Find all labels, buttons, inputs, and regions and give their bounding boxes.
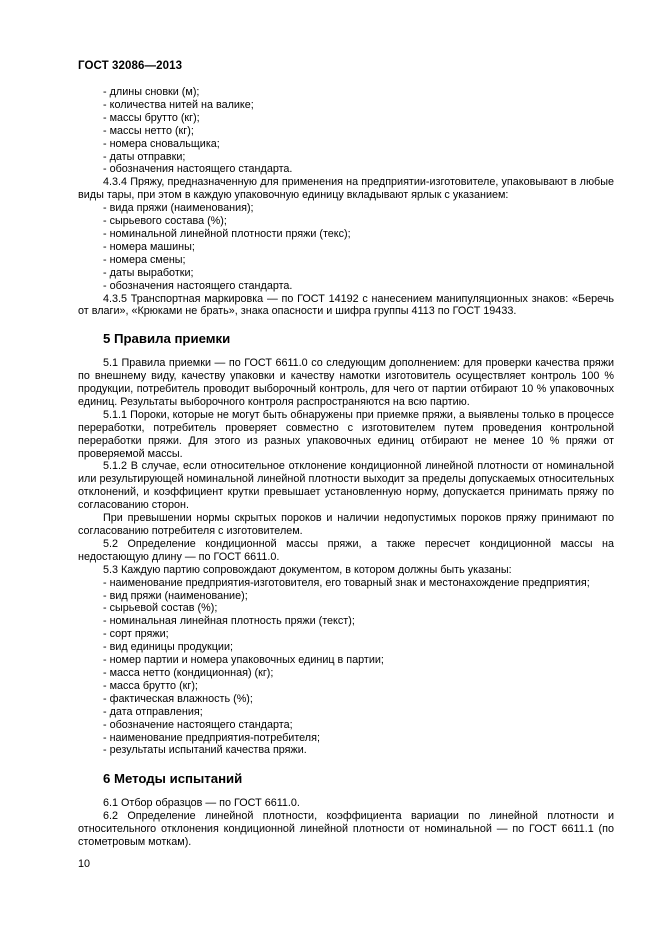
list-item: - массы брутто (кг); (103, 111, 200, 124)
paragraph-5-1-2: 5.1.2 В случае, если относительное отклонение кондиционной линейной плотности от номинальной или результирующей номинальной линейной плотности выходит за пределы допускаемых относительных отклонений, и коэффициент крутки превышает установленную норму, допускается принимать пряжу по согласованию сторон. (78, 460, 614, 512)
list-item: - массы нетто (кг); (103, 124, 194, 137)
label-list-warp (78, 86, 614, 176)
list-item: - обозначения настоящего стандарта. (103, 279, 293, 292)
list-item: - номера машины; (103, 240, 195, 253)
list-item: - сырьевого состава (%); (103, 215, 227, 228)
list-item: - количества нитей на валике; (103, 98, 254, 111)
paragraph-hidden-defects: При превышении нормы скрытых пороков и наличии недопустимых пороков пряжу принимают по согласованию потребителя с изготовителем. (78, 512, 614, 537)
list-item: - номинальная линейная плотность пряжи (текст); (103, 615, 355, 628)
label-list-yarn (78, 202, 614, 292)
list-item: - обозначение настоящего стандарта; (103, 718, 293, 731)
list-item: - вид единицы продукции; (103, 641, 233, 654)
paragraph-6-2: 6.2 Определение линейной плотности, коэффициента вариации по линейной плотности и относительного отклонения кондиционной линейной плотности от номинальной — по ГОСТ 6611.1 (по стометровым моткам). (78, 810, 614, 848)
paragraph-5-1-1: 5.1.1 Пороки, которые не могут быть обнаружены при приемке пряжи, а выявлены только в процессе переработки, потребитель проверяет совместно с изготовителем путем проведения контрольной переработки пряжи. Для этого из разных упаковочных единиц отбирают не менее 10 % пряжи от проверяемой массы. (78, 408, 614, 460)
list-item: - сорт пряжи; (103, 628, 169, 641)
paragraph-6-1: 6.1 Отбор образцов — по ГОСТ 6611.0. (103, 797, 300, 810)
list-item: - номинальной линейной плотности пряжи (текс); (103, 227, 351, 240)
list-item: - номера сновальщика; (103, 137, 220, 150)
list-item: - номер партии и номера упаковочных единиц в партии; (103, 654, 384, 667)
list-item: - дата отправления; (103, 705, 203, 718)
list-item: - даты отправки; (103, 150, 186, 163)
section-5-heading: 5 Правила приемки (103, 331, 231, 347)
list-item: - обозначения настоящего стандарта. (103, 163, 293, 176)
document-requirements-list (78, 577, 614, 758)
list-item: - масса нетто (кондиционная) (кг); (103, 666, 274, 679)
document-body (78, 86, 614, 849)
paragraph-5-3: 5.3 Каждую партию сопровождают документом, в котором должны быть указаны: (103, 563, 512, 576)
list-item: - вида пряжи (наименования); (103, 202, 254, 215)
list-item: - сырьевой состав (%); (103, 602, 218, 615)
page-number: 10 (78, 858, 91, 870)
list-item: - наименование предприятия-изготовителя, его товарный знак и местонахождение предприятия; (103, 576, 590, 589)
list-item: - масса брутто (кг); (103, 679, 198, 692)
list-item: - даты выработки; (103, 266, 194, 279)
section-6-heading: 6 Методы испытаний (103, 771, 243, 787)
paragraph-5-1: 5.1 Правила приемки — по ГОСТ 6611.0 со следующим дополнением: для проверки качества пряжи по внешнему виду, качеству упаковки и качеству намотки изготовитель осуществляет контроль 100 % продукции, потребитель проводит выборочный контроль, для чего от партии отбирают 10 % упаковочных единиц. Результаты выборочного контроля распространяются на всю партию. (78, 357, 614, 408)
list-item: - фактическая влажность (%); (103, 692, 253, 705)
paragraph-4-3-5: 4.3.5 Транспортная маркировка — по ГОСТ 14192 с нанесением манипуляционных знаков: «Беречь от влаги», «Крюками не брать», знака опасности и шифра группы 4113 по ГОСТ 19433. (78, 292, 614, 318)
document-header: ГОСТ 32086—2013 (78, 60, 183, 72)
list-item: - вид пряжи (наименование); (103, 589, 248, 602)
list-item: - длины сновки (м); (103, 86, 200, 98)
paragraph-4-3-4: 4.3.4 Пряжу, предназначенную для применения на предприятии-изготовителе, упаковывают в любые виды тары, при этом в каждую упаковочную единицу вкладывают ярлык с указанием: (78, 176, 614, 202)
list-item: - номера смены; (103, 253, 186, 266)
paragraph-5-2: 5.2 Определение кондиционной массы пряжи, а также пересчет кондиционной массы на недостающую длину — по ГОСТ 6611.0. (78, 537, 614, 563)
list-item: - наименование предприятия-потребителя; (103, 731, 320, 744)
list-item: - результаты испытаний качества пряжи. (103, 744, 307, 757)
